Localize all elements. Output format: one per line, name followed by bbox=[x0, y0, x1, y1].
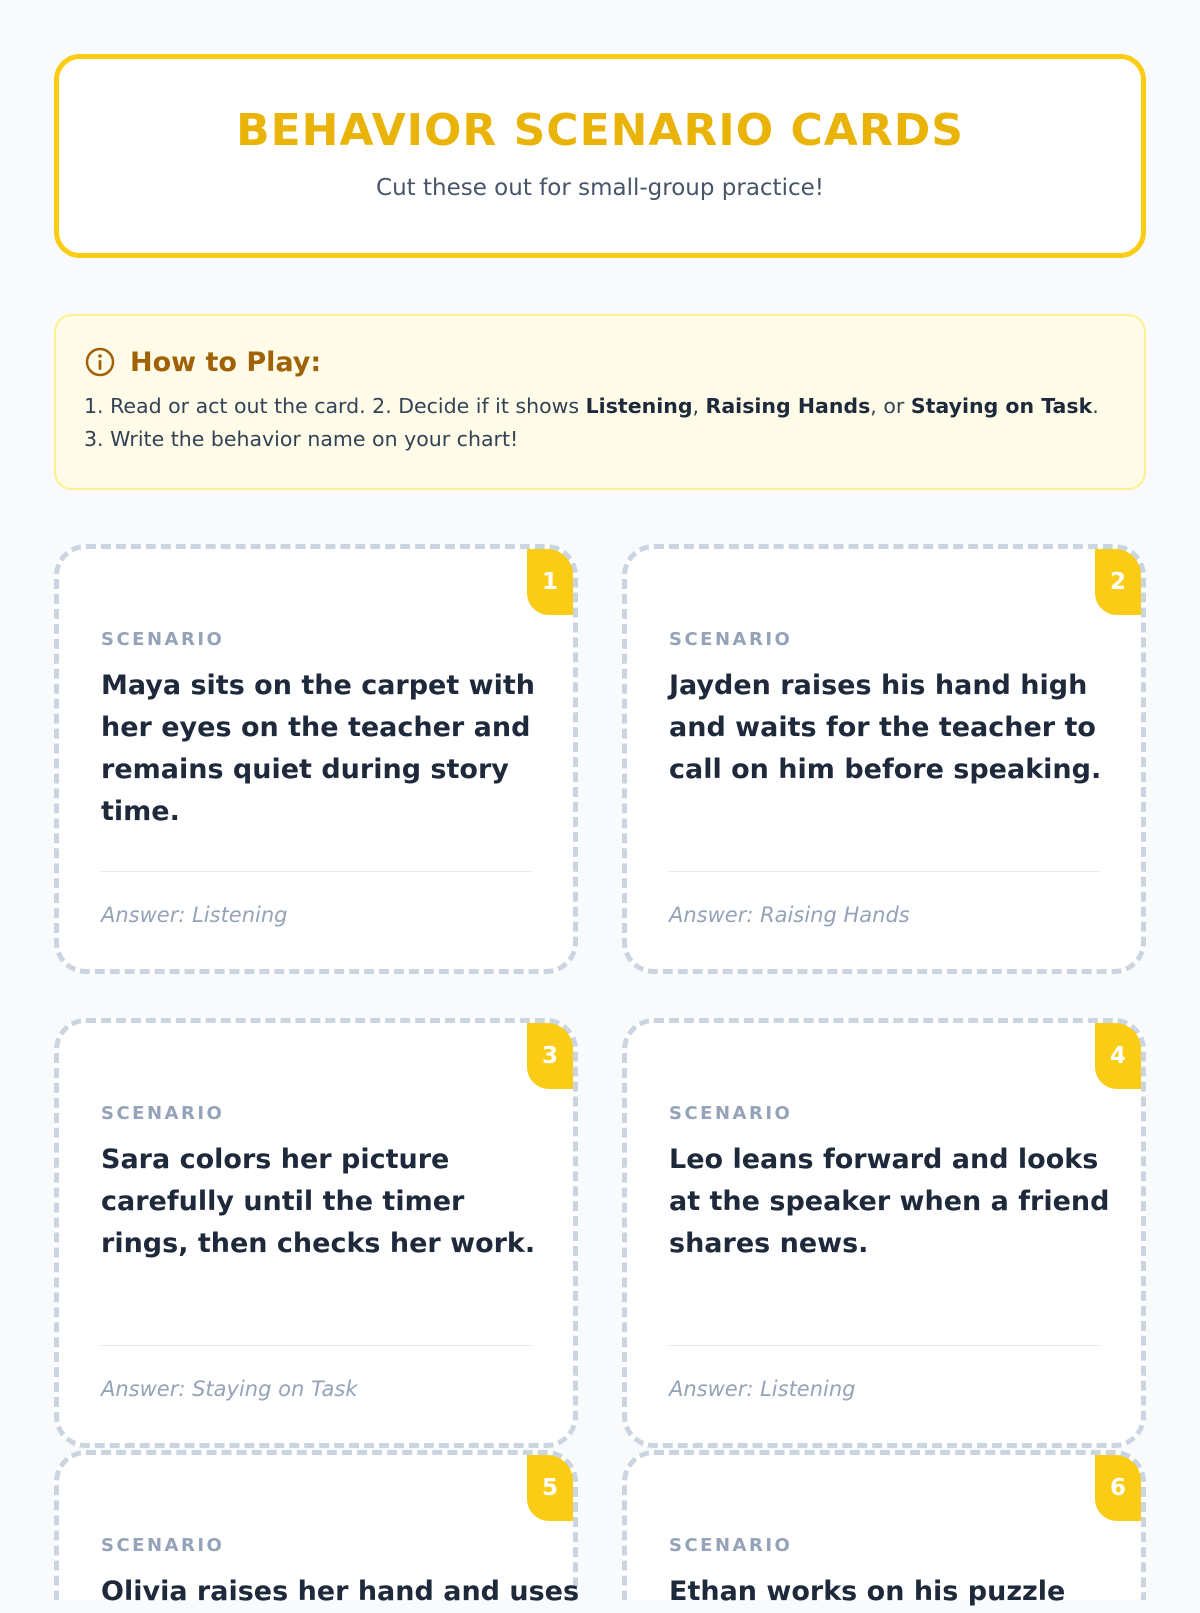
card-scenario-text: Ethan works on his puzzle bbox=[669, 1576, 1066, 1607]
card-number-badge: 6 bbox=[1095, 1455, 1141, 1521]
card-scenario-text: Olivia raises her hand and uses bbox=[101, 1576, 580, 1607]
card-scenario-text: Maya sits on the carpet with her eyes on the teacher and remains quiet during story time. bbox=[101, 670, 536, 827]
behavior-listening: Listening bbox=[585, 394, 693, 418]
card-scenario-text: Leo leans forward and looks at the speaker when a friend shares news. bbox=[669, 1144, 1110, 1259]
scenario-card bbox=[54, 544, 578, 974]
card-number-badge: 2 bbox=[1095, 549, 1141, 615]
page-subtitle: Cut these out for small-group practice! bbox=[376, 175, 824, 201]
header-card bbox=[54, 54, 1146, 258]
card-label: SCENARIO bbox=[101, 629, 225, 650]
card-number-badge: 1 bbox=[527, 549, 573, 615]
card-answer: Answer: Listening bbox=[101, 903, 288, 927]
card-label: SCENARIO bbox=[101, 1103, 225, 1124]
info-circle-icon bbox=[84, 346, 116, 378]
card-label: SCENARIO bbox=[669, 1535, 793, 1556]
card-number-badge: 5 bbox=[527, 1455, 573, 1521]
how-to-play-instructions: 1. Read or act out the card. 2. Decide if it shows Listening, Raising Hands, or Staying on Task. 3. Write the behavior name on your chart! bbox=[84, 394, 1099, 451]
card-answer: Answer: Staying on Task bbox=[101, 1377, 358, 1401]
how-to-play-box bbox=[54, 314, 1146, 490]
card-answer: Answer: Raising Hands bbox=[669, 903, 910, 927]
how-to-play-heading bbox=[84, 346, 1116, 378]
behavior-raising-hands: Raising Hands bbox=[705, 394, 871, 418]
card-scenario-text: Sara colors her picture carefully until the timer rings, then checks her work. bbox=[101, 1144, 536, 1259]
scenario-card bbox=[622, 1450, 1146, 1607]
card-label: SCENARIO bbox=[669, 1103, 793, 1124]
behavior-staying-on-task: Staying on Task bbox=[910, 394, 1093, 418]
scenario-card bbox=[54, 1450, 580, 1607]
scenario-card bbox=[54, 1018, 578, 1448]
card-divider bbox=[669, 1345, 1099, 1346]
card-divider bbox=[101, 1345, 531, 1346]
card-divider bbox=[669, 871, 1099, 872]
card-divider bbox=[101, 871, 531, 872]
how-to-play-title: How to Play: bbox=[130, 346, 322, 378]
card-scenario-text: Jayden raises his hand high and waits for the teacher to call on him before speaking. bbox=[669, 670, 1102, 785]
card-number-badge: 4 bbox=[1095, 1023, 1141, 1089]
card-answer: Answer: Listening bbox=[669, 1377, 856, 1401]
card-label: SCENARIO bbox=[101, 1535, 225, 1556]
page-title: BEHAVIOR SCENARIO CARDS bbox=[236, 105, 964, 156]
scenario-card bbox=[622, 544, 1146, 974]
card-number-badge: 3 bbox=[527, 1023, 573, 1089]
scenario-card bbox=[622, 1018, 1146, 1448]
card-label: SCENARIO bbox=[669, 629, 793, 650]
